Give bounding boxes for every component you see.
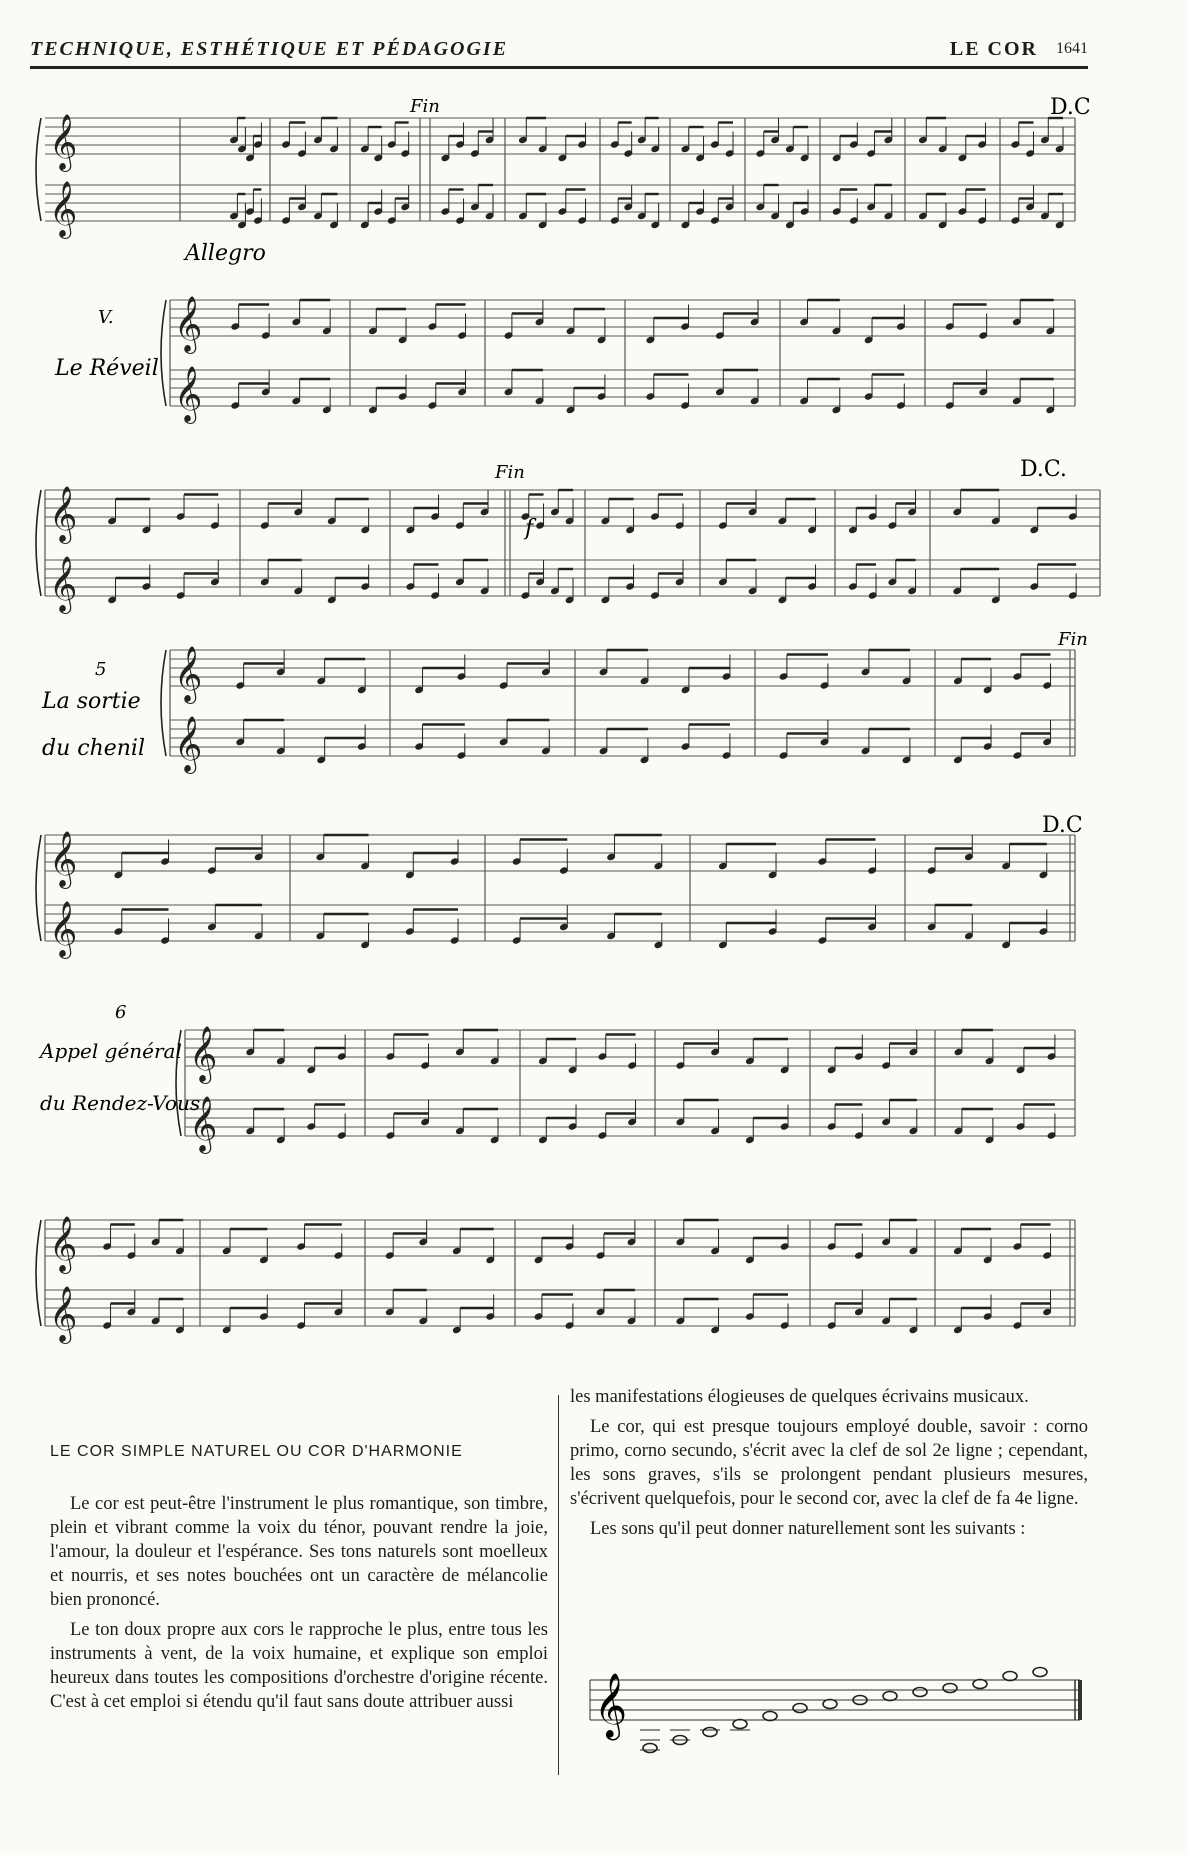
scale-note xyxy=(703,1728,717,1737)
music-score xyxy=(0,90,1188,1355)
dynamic-f: f xyxy=(525,516,534,541)
fin-mark-2: Fin xyxy=(495,462,525,483)
treble-clef-icon: 𝄞 xyxy=(49,1216,78,1272)
score-svg xyxy=(0,90,1188,1355)
scale-note xyxy=(643,1744,657,1753)
piece-5-number: V. xyxy=(98,307,114,328)
piece-3-title-2: du chenil xyxy=(42,736,145,761)
brace xyxy=(36,490,41,596)
piece-6-number: 6 xyxy=(115,1002,127,1023)
brace xyxy=(161,300,166,406)
brace xyxy=(36,1220,41,1326)
scale-note xyxy=(1003,1672,1017,1681)
header-left-title: TECHNIQUE, ESTHÉTIQUE ET PÉDAGOGIE xyxy=(30,38,509,60)
scale-note xyxy=(793,1704,807,1713)
treble-clef-icon: 𝄞 xyxy=(174,646,203,702)
treble-clef-icon: 𝄞 xyxy=(49,556,78,612)
right-column xyxy=(570,1385,1088,1547)
scale-note xyxy=(913,1688,927,1697)
treble-clef-icon: 𝄞 xyxy=(189,1026,218,1082)
treble-clef-icon: 𝄞 xyxy=(189,1096,218,1152)
natural-tones-scale xyxy=(580,1640,1090,1770)
piece-3-title-1: La sortie xyxy=(42,689,141,714)
treble-clef-icon: 𝄞 xyxy=(49,486,78,542)
page-number: 1641 xyxy=(1056,40,1088,57)
treble-clef-icon: 𝄞 xyxy=(49,831,78,887)
scale-note xyxy=(733,1720,747,1729)
treble-clef-icon: 𝄞 xyxy=(594,1673,628,1738)
left-paragraph-1: Le cor est peut-être l'instrument le plus romantique, son timbre, plein et vibrant comme la voix du ténor, pouvant rendre la joie, l'amour, la douleur et l'espérance. Ses tons naturels sont moelleux et nourris, et ses notes bouchées ont un caractère de mélancolie bien prononcé. xyxy=(50,1494,548,1610)
piece-5-title: Le Réveil xyxy=(55,356,159,381)
section-title: LE COR SIMPLE NATUREL OU COR D'HARMONIE xyxy=(50,1443,463,1460)
scale-note xyxy=(943,1684,957,1693)
scale-svg xyxy=(580,1640,1090,1770)
treble-clef-icon: 𝄞 xyxy=(49,1286,78,1342)
treble-clef-icon: 𝄞 xyxy=(49,114,78,170)
scale-note xyxy=(1033,1668,1047,1677)
dc-mark-1: D.C xyxy=(1050,95,1091,120)
header-right-title: LE COR xyxy=(949,38,1038,60)
right-paragraph-3: Les sons qu'il peut donner naturellement sont les suivants : xyxy=(590,1519,1026,1539)
brace xyxy=(36,118,41,221)
scale-note xyxy=(883,1692,897,1701)
scale-note xyxy=(973,1680,987,1689)
fin-mark-3: Fin xyxy=(1058,629,1088,650)
piece-6-title-2: du Rendez-Vous xyxy=(40,1091,201,1115)
left-paragraph-2: Le ton doux propre aux cors le rapproche le plus, entre tous les instruments à vent, de la voix humaine, et explique son emploi heureux dans toutes les compositions d'orchestre d'origine récente. C'est à cet emploi si étendu qu'il faut sans doute attribuer aussi xyxy=(50,1620,548,1712)
running-head xyxy=(30,38,1088,69)
brace xyxy=(161,650,166,756)
right-paragraph-2: Le cor, qui est presque toujours employé double, savoir : corno primo, corno secundo, s'écrit avec la clef de sol 2e ligne ; cependant, les sons graves, s'ils se prolongent pendant plusieurs mesures, s'écrivent quelquefois, pour le second cor, avec la clef de fa 4e ligne. xyxy=(570,1417,1088,1509)
brace xyxy=(36,835,41,941)
treble-clef-icon: 𝄞 xyxy=(174,366,203,422)
treble-clef-icon: 𝄞 xyxy=(174,296,203,352)
fin-mark-1: Fin xyxy=(410,96,440,117)
treble-clef-icon: 𝄞 xyxy=(49,181,78,237)
scale-note xyxy=(763,1712,777,1721)
dc-mark-2: D.C. xyxy=(1020,457,1067,482)
scale-note xyxy=(823,1700,837,1709)
piece-3-number: 5 xyxy=(95,659,107,680)
treble-clef-icon: 𝄞 xyxy=(49,901,78,957)
treble-clef-icon: 𝄞 xyxy=(174,716,203,772)
tempo-mark: Allegro xyxy=(185,241,266,266)
right-paragraph-1: les manifestations élogieuses de quelques écrivains musicaux. xyxy=(570,1387,1029,1407)
dc-mark-3: D.C xyxy=(1042,813,1083,838)
column-divider xyxy=(558,1395,559,1775)
piece-6-title-1: Appel général xyxy=(40,1039,182,1063)
left-column xyxy=(50,1385,548,1720)
